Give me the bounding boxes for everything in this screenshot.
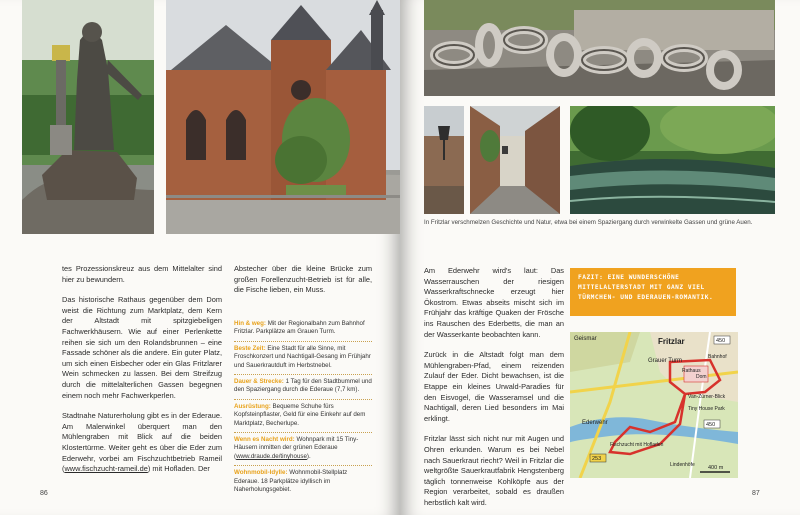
- info-item-hin-weg: [234, 320, 372, 337]
- info-label: Wenn es Nacht wird:: [234, 436, 295, 444]
- paragraph: Fritzlar lässt sich nicht nur mit Augen und Ohren erkunden. Warum es bei Nebel nach Sauerkraut riecht? Weil in Fritzlar die weltgrößte Sauerkrautfabrik Hengstenberg täglich tonnenweise Kohlköpfe aus der Region verarbeitet, sobald es draußen herbstlich kalt wird.: [424, 434, 564, 507]
- page-number: 87: [752, 490, 760, 497]
- info-item-beste-zeit: [234, 345, 372, 370]
- info-text: Bequeme Schuhe fürs Kopfsteinpflaster, Geld für eine Einkehr auf dem Marktplatz, Becherlupe.: [234, 402, 366, 427]
- road-number: 450: [716, 338, 726, 344]
- info-text: Wohnmobil-Stellplatz Ederaue. 18 Parkplätze idyllisch im Naherholungsgebiet.: [234, 469, 348, 494]
- info-label: Ausrüstung:: [234, 402, 271, 410]
- info-label: Dauer & Strecke:: [234, 378, 284, 386]
- info-item-ausruestung: [234, 403, 372, 428]
- road-number: 253: [592, 456, 602, 462]
- map-label: Tiny House Park: [688, 406, 725, 412]
- info-item-nacht: Wenn es Nacht wird: Wohnpark mit 15 Tiny-Häusern inmitten der grünen Ederaue (www.draude.de/tinyhouse).: [234, 436, 359, 460]
- info-item-dauer: [234, 378, 372, 395]
- text-segment: Stadtnahe Naturerholung gibt es in der Ederaue. Am Malerwinkel überquert man den Mühlengraben mit Blick auf die beiden Klostertürme. Weiter geht es über die Eder zum Ederwehr, vorbei am Fischzuchtbetrieb Rameil (: [62, 411, 222, 474]
- text-column-right: [424, 266, 564, 515]
- fischzucht-link[interactable]: www.fischzucht-rameil.de: [64, 464, 148, 474]
- photo-alley: [470, 106, 560, 214]
- map-label: Ederwehr: [582, 420, 608, 426]
- divider: [234, 341, 372, 342]
- road-number: 450: [706, 422, 716, 428]
- map-label: Lindenhöfe: [670, 462, 695, 468]
- divider: [234, 432, 372, 433]
- text-column-1: [62, 264, 222, 485]
- divider: [234, 399, 372, 400]
- paragraph: Das historische Rathaus gegenüber dem Dom weist die Richtung zum Marktplatz, dem Kern der Altstadt mit spitzgiebeligen Fachwerkhäusern. Wie auf einer Perlenkette reihen sie sich um den Rolandsbrunnen – eine Fassade schöner als die andere. Ein guter Platz, um sich einen Eisbecher oder ein Glas Fritzlarer Wein schmecken zu lassen. Bei dem Streifzug durch die mittelalterlichen Gassen begegnen einem noch mehr Fachwerkperlen.: [62, 295, 222, 400]
- info-text: Wohnpark mit 15 Tiny-Häusern inmitten der grünen Ederaue: [234, 436, 359, 452]
- map-label: Van-Zürner-Blick: [688, 394, 726, 400]
- photo-river: [570, 106, 775, 214]
- divider: [234, 465, 372, 466]
- map-label: Fritzlar: [658, 337, 685, 346]
- info-label: Hin & weg:: [234, 320, 266, 327]
- route-map: [570, 332, 738, 478]
- fazit-box: FAZIT: EINE WUNDERSCHÖNE MITTELALTERSTADT MIT GANZ VIEL TÜRMCHEN- UND EDERAUEN-ROMANTIK.: [570, 268, 736, 316]
- tinyhouse-link[interactable]: www.draude.de/tinyhouse: [236, 452, 307, 460]
- right-page: [400, 0, 800, 515]
- map-label: Dom: [696, 374, 707, 380]
- info-text: Eine Stadt für alle Sinne, mit Froschkonzert und Nachtigall-Gesang im Frühjahr und Sauerkrautduft im Herbstnebel.: [234, 344, 371, 369]
- text-column-2: [234, 264, 372, 306]
- paragraph: tes Prozessionskreuz aus dem Mittelalter sind hier zu bewundern.: [62, 264, 222, 284]
- info-label: Wohnmobil-Idylle:: [234, 469, 288, 477]
- info-item-wohnmobil: [234, 469, 372, 494]
- map-label: Rathaus: [682, 368, 701, 374]
- paragraph: Zurück in die Altstadt folgt man dem Mühlengraben-Pfad, einem reizenden Zulauf der Eder. Dicht bewachsen, ist die Etappe ein kleines Urwald-Paradies für den Eisvogel, die Wasseramsel und die Nachtigall, deren Lied besonders im Mai erklingt.: [424, 350, 564, 423]
- photo-statue: [22, 0, 154, 234]
- info-box: [234, 320, 372, 499]
- info-text: .: [308, 452, 311, 460]
- text-segment: ) mit Hofladen. Der: [147, 464, 210, 474]
- map-label: Grauer Turm: [648, 358, 683, 364]
- divider: [234, 374, 372, 375]
- paragraph: [62, 411, 222, 475]
- info-text: 1 Tag für den Stadtbummel und den Spaziergang durch die Ederaue (7,7 km).: [234, 378, 372, 394]
- info-text: Mit der Regionalbahn zum Bahnhof Fritzlar. Parkplätze am Grauen Turm.: [234, 320, 365, 336]
- photo-cathedral: [166, 0, 400, 234]
- photo-caption: In Fritzlar verschmelzen Geschichte und Natur, etwa bei einem Spaziergang durch verwinkelte Gassen und grüne Auen.: [424, 219, 753, 226]
- paragraph: Abstecher über die kleine Brücke zum großen Forellenzucht-Betrieb ist für alle, die Fische lieben, ein Muss.: [234, 264, 372, 295]
- paragraph: Am Ederwehr wird's laut: Das Wasserrauschen der riesigen Wasserkraftschnecke erzeugt hier Ökostrom. Etwas abseits mischt sich im Frühjahr das kräftige Quaken der Frösche ins Rauschen des Ederbetts, die man an der Wasserkante beobachten kann.: [424, 266, 564, 339]
- map-label: Fischzucht mit Hofladen: [610, 442, 664, 448]
- photo-lantern: [424, 106, 464, 214]
- map-label: Bahnhof: [708, 354, 727, 360]
- info-label: Beste Zeit:: [234, 344, 266, 352]
- photo-chains: [424, 0, 775, 96]
- map-scale: 400 m: [708, 465, 724, 471]
- map-label: Geismar: [574, 336, 597, 342]
- page-number: 86: [40, 490, 48, 497]
